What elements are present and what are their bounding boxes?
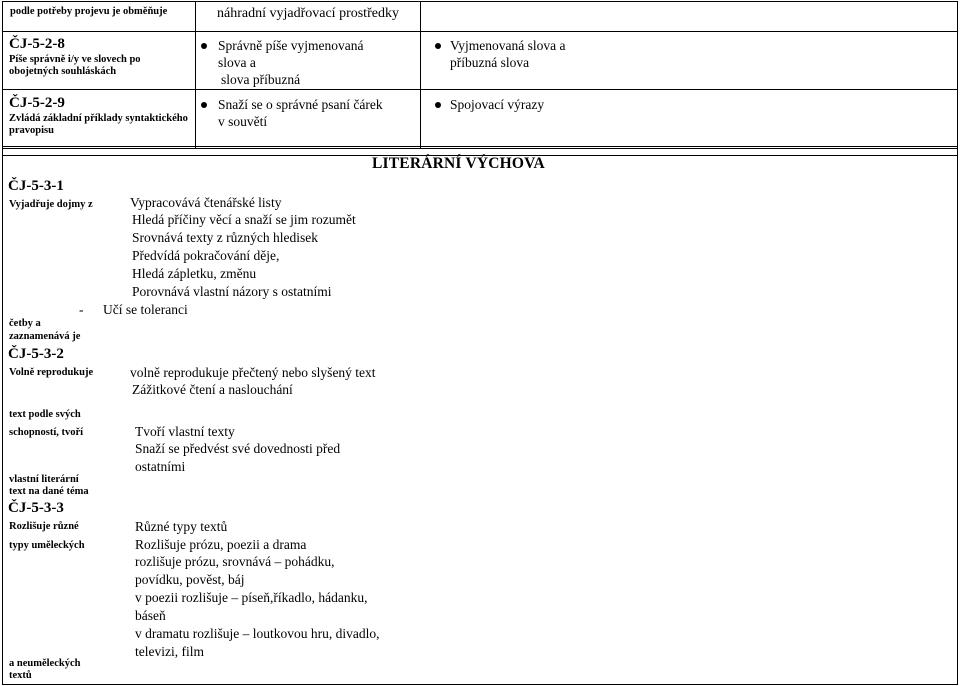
row-desc-1a: Píše správně i/y ve slovech po xyxy=(9,54,141,65)
row-activity-2b: v souvětí xyxy=(218,114,268,129)
row-topic-2a: Spojovací výrazy xyxy=(450,97,545,112)
row-desc-2a: Zvládá základní příklady syntaktického xyxy=(9,113,188,124)
top-border xyxy=(2,1,958,2)
desc-3-3b: typy uměleckých xyxy=(9,540,85,551)
code-3-3: ČJ-5-3-3 xyxy=(8,500,64,516)
row-divider-2 xyxy=(2,89,958,90)
row-activity-1c: slova příbuzná xyxy=(221,72,301,87)
desc-3-1b: četby a xyxy=(9,318,41,329)
bullet-icon xyxy=(201,43,207,49)
desc-3-3a: Rozlišuje různé xyxy=(9,521,79,532)
row-activity-1a: Správně píše vyjmenovaná xyxy=(218,38,364,53)
activity-line: ostatními xyxy=(135,459,186,474)
bottom-border xyxy=(2,684,958,685)
row-topic-1a: Vyjmenovaná slova a xyxy=(450,38,566,53)
desc-3-3d: textů xyxy=(9,670,32,681)
activity-line: Hledá příčiny věcí a snaží se jim rozumět xyxy=(132,212,356,227)
activity-line: báseň xyxy=(135,608,166,623)
row-code-1: ČJ-5-2-8 xyxy=(9,36,65,52)
col1-header: podle potřeby projevu je obměňuje xyxy=(10,6,168,17)
desc-3-3c: a neuměleckých xyxy=(9,658,81,669)
row-divider-1 xyxy=(2,31,958,32)
code-3-2: ČJ-5-3-2 xyxy=(8,346,64,362)
activity-line: Vypracovává čtenářské listy xyxy=(130,195,282,210)
desc-3-2d: vlastní literární xyxy=(9,474,79,485)
activity-line: volně reprodukuje přečtený nebo slyšený text xyxy=(130,365,376,380)
activity-line: Rozlišuje prózu, poezii a drama xyxy=(135,537,307,552)
col1-divider xyxy=(195,1,196,148)
activity-line: Snaží se předvést své dovednosti před xyxy=(135,441,341,456)
border-right xyxy=(957,1,958,685)
desc-3-2a: Volně reprodukuje xyxy=(9,367,94,378)
activity-line: Různé typy textů xyxy=(135,519,228,534)
activity-line: v poezii rozlišuje – píseň,říkadlo, hádanku, xyxy=(135,590,368,605)
row-divider-3 xyxy=(2,146,958,147)
col2-divider xyxy=(420,1,421,148)
activity-line: Hledá zápletku, změnu xyxy=(132,266,257,281)
border-left xyxy=(2,1,3,685)
row-divider-3b xyxy=(2,148,958,149)
activity-line: televizi, film xyxy=(135,644,204,659)
section-heading: LITERÁRNÍ VÝCHOVA xyxy=(372,155,545,172)
code-3-1: ČJ-5-3-1 xyxy=(8,178,64,194)
activity-line: povídku, pověst, báj xyxy=(135,572,245,587)
row-activity-2a: Snaží se o správné psaní čárek xyxy=(218,97,383,112)
bullet-icon xyxy=(435,102,441,108)
activity-line: Učí se toleranci xyxy=(103,302,188,317)
desc-3-1c: zaznamenává je xyxy=(9,331,81,342)
row-desc-1b: obojetných souhláskách xyxy=(9,66,117,77)
col2-header: náhradní vyjadřovací prostředky xyxy=(217,6,399,21)
activity-line: rozlišuje prózu, srovnává – pohádku, xyxy=(135,554,335,569)
activity-line: Zážitkové čtení a naslouchání xyxy=(132,382,293,397)
activity-line: Předvídá pokračování děje, xyxy=(132,248,280,263)
activity-line: Tvoří vlastní texty xyxy=(135,424,235,439)
row-topic-1b: příbuzná slova xyxy=(450,55,530,70)
dash-marker: - xyxy=(79,302,84,317)
desc-3-2b: text podle svých xyxy=(9,409,81,420)
row-desc-2b: pravopisu xyxy=(9,125,54,136)
desc-3-1a: Vyjadřuje dojmy z xyxy=(9,199,93,210)
activity-line: Porovnává vlastní názory s ostatními xyxy=(132,284,332,299)
bullet-icon xyxy=(201,102,207,108)
row-activity-1b: slova a xyxy=(218,55,256,70)
desc-3-2c: schopností, tvoří xyxy=(9,427,84,438)
row-code-2: ČJ-5-2-9 xyxy=(9,95,65,111)
bullet-icon xyxy=(435,43,441,49)
activity-line: v dramatu rozlišuje – loutkovou hru, divadlo, xyxy=(135,626,380,641)
activity-line: Srovnává texty z různých hledisek xyxy=(132,230,318,245)
desc-3-2e: text na dané téma xyxy=(9,486,89,497)
